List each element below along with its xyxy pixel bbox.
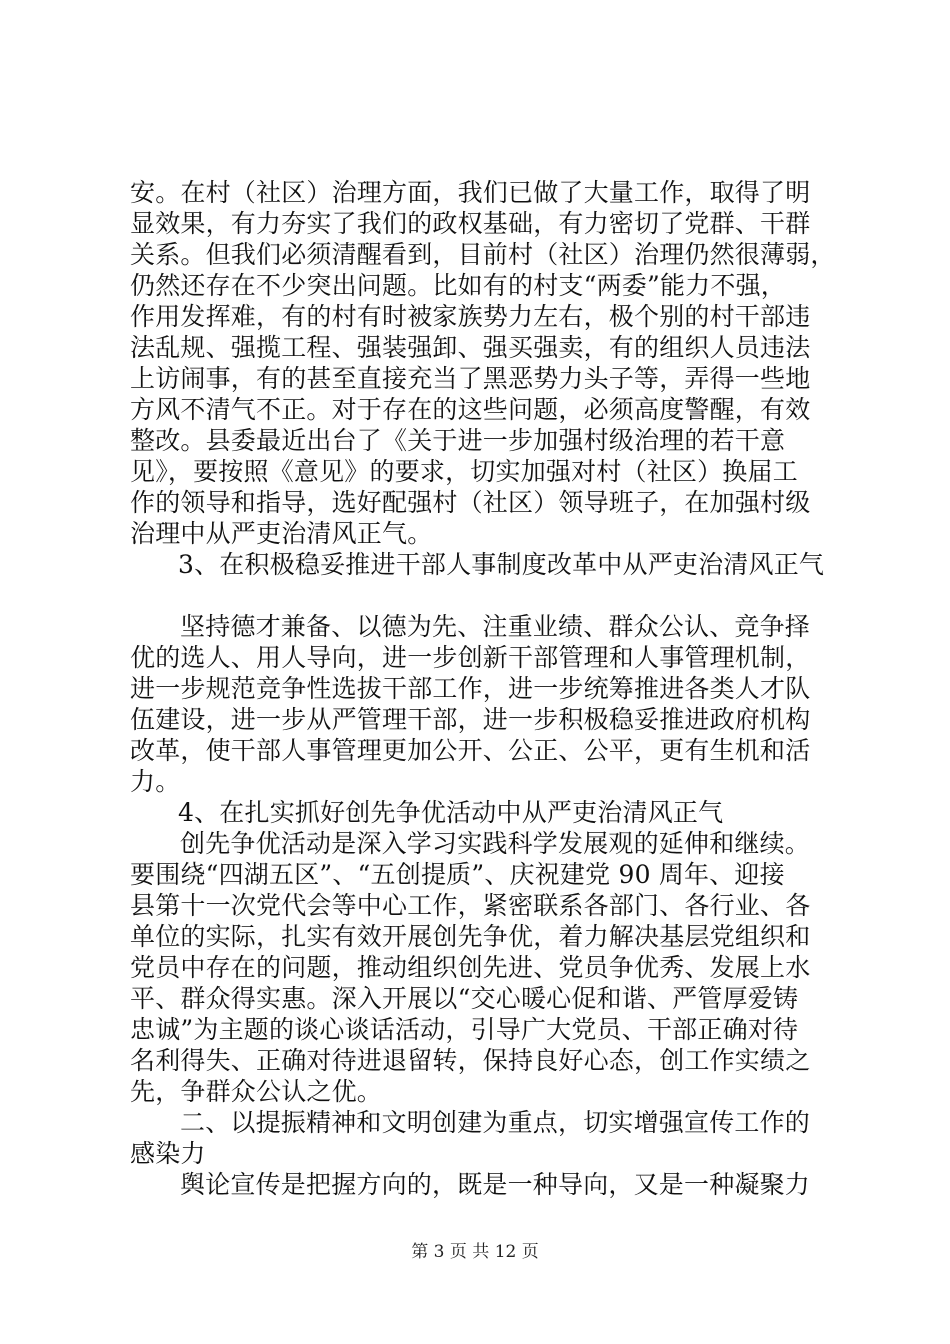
body-line: 整改。县委最近出台了《关于进一步加强村级治理的若干意 [130,426,786,455]
body-line: 进一步规范竞争性选拔干部工作，进一步统筹推进各类人才队 [130,674,811,703]
body-line: 先，争群众公认之优。 [130,1077,383,1106]
paragraph-first-line: 坚持德才兼备、以德为先、注重业绩、群众公认、竞争择 [180,612,811,641]
body-line: 力。 [130,767,181,796]
body-line: 安。在村（社区）治理方面，我们已做了大量工作，取得了明 [130,178,811,207]
body-line: 法乱规、强揽工程、强装强卸、强买强卖，有的组织人员违法 [130,333,811,362]
section-heading: 3、在积极稳妥推进干部人事制度改革中从严吏治清风正气 [178,550,825,579]
body-line: 治理中从严吏治清风正气。 [130,519,433,548]
section-heading-continued: 感染力 [130,1139,206,1168]
body-line: 改革，使干部人事管理更加公开、公正、公平，更有生机和活 [130,736,811,765]
body-line: 伍建设，进一步从严管理干部，进一步积极稳妥推进政府机构 [130,705,811,734]
body-line: 关系。但我们必须清醒看到，目前村（社区）治理仍然很薄弱， [130,240,836,269]
body-line: 作用发挥难，有的村有时被家族势力左右，极个别的村干部违 [130,302,811,331]
body-line: 方风不清气不正。对于存在的这些问题，必须高度警醒，有效 [130,395,811,424]
body-line: 显效果，有力夯实了我们的政权基础，有力密切了党群、干群 [130,209,811,238]
body-line: 作的领导和指导，选好配强村（社区）领导班子，在加强村级 [130,488,811,517]
body-line: 忠诚”为主题的谈心谈话活动，引导广大党员、干部正确对待 [130,1015,799,1044]
section-heading: 二、以提振精神和文明创建为重点，切实增强宣传工作的 [180,1108,811,1137]
body-line: 平、群众得实惠。深入开展以“交心暖心促和谐、严管厚爱铸 [130,984,799,1013]
body-line: 县第十一次党代会等中心工作，紧密联系各部门、各行业、各 [130,891,811,920]
body-line: 见》，要按照《意见》的要求，切实加强对村（社区）换届工 [130,457,798,486]
paragraph-first-line: 舆论宣传是把握方向的，既是一种导向，又是一种凝聚力 [180,1170,811,1199]
body-line: 单位的实际，扎实有效开展创先争优，着力解决基层党组织和 [130,922,811,951]
page-number: 第 3 页 共 12 页 [411,1242,539,1262]
paragraph-first-line: 创先争优活动是深入学习实践科学发展观的延伸和继续。 [180,829,811,858]
section-heading: 4、在扎实抓好创先争优活动中从严吏治清风正气 [178,798,724,827]
body-line: 仍然还存在不少突出问题。比如有的村支“两委”能力不强， [130,271,786,300]
body-line: 优的选人、用人导向，进一步创新干部管理和人事管理机制， [130,643,811,672]
body-line: 上访闹事，有的甚至直接充当了黑恶势力头子等，弄得一些地 [130,364,811,393]
body-line: 要围绕“四湖五区”、“五创提质”、庆祝建党 90 周年、迎接 [130,860,785,889]
body-line: 党员中存在的问题，推动组织创先进、党员争优秀、发展上水 [130,953,811,982]
body-line: 名利得失、正确对待进退留转，保持良好心态，创工作实绩之 [130,1046,811,1075]
